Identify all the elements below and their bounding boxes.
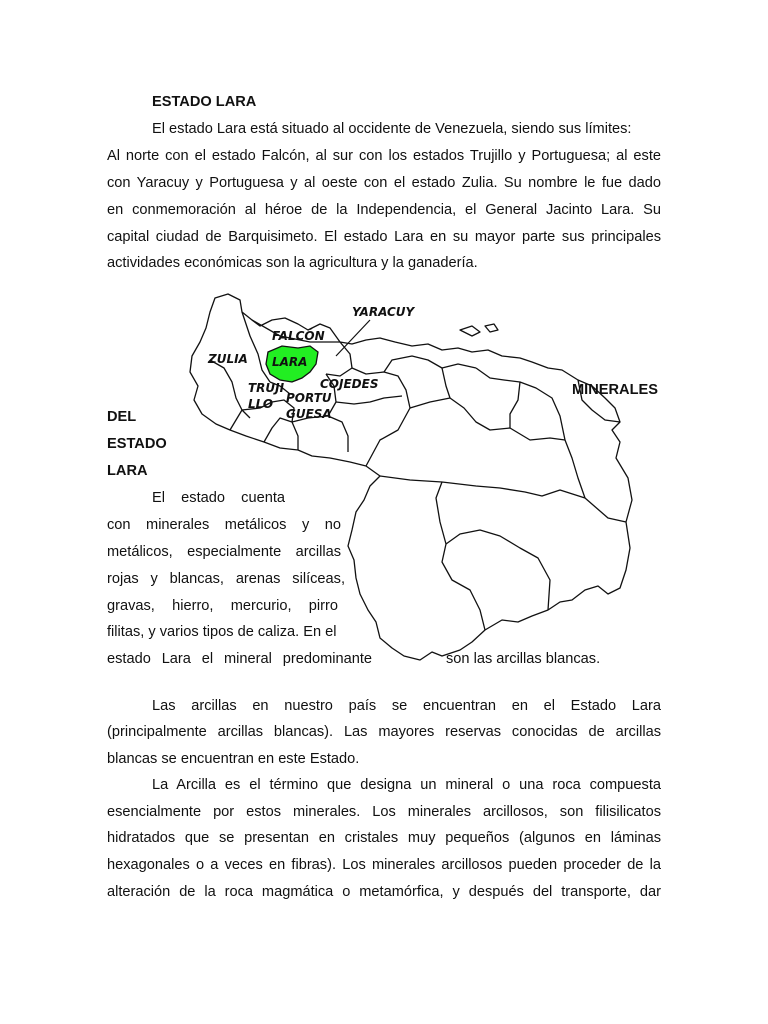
label-portuguesa-2: GUESA — [286, 407, 332, 421]
definition-line: La Arcilla es el término que designa un mineral o una roca compuesta — [152, 777, 661, 793]
label-falcon: FALCÓN — [272, 329, 325, 343]
state-border — [510, 382, 520, 428]
intro-line: Al norte con el estado Falcón, al sur con los estados Trujillo y Portuguesa; al este — [107, 148, 661, 164]
minerals-line: gravas, hierro, mercurio, pirro — [107, 598, 338, 614]
clay-line: (principalmente arcillas blancas). Las mayores reservas conocidas de arcillas — [107, 724, 661, 740]
label-trujillo-2: LLO — [248, 397, 274, 411]
intro-line: actividades económicas son la agricultura y la ganadería. — [107, 255, 478, 271]
minerals-line: son las arcillas blancas. — [446, 651, 601, 667]
state-border — [436, 482, 485, 630]
minerals-line: con minerales metálicos y no — [107, 517, 341, 533]
state-border — [446, 530, 550, 610]
intro-line: con Yaracuy y Portuguesa y al oeste con el estado Zulia. Su nombre le fue dado — [107, 175, 661, 191]
label-yaracuy: YARACUY — [352, 305, 415, 319]
definition-line: hexagonales o a veces en fibras). Los minerales arcillosos pueden proceder de la — [107, 857, 661, 873]
island — [485, 324, 498, 332]
state-border — [292, 416, 348, 452]
definition-line: hidratados que se presentan en cristales muy pequeños (algunos en láminas — [107, 830, 661, 846]
label-portuguesa-1: PORTU — [286, 391, 332, 405]
definition-line: esencialmente por estos minerales. Los minerales arcillosos, son filisilicatos — [107, 804, 661, 820]
state-border — [326, 342, 352, 376]
state-border — [264, 418, 298, 450]
label-lara: LARA — [272, 355, 308, 369]
state-border — [442, 368, 450, 398]
minerals-heading: MINERALES — [572, 382, 658, 398]
intro-line: capital ciudad de Barquisimeto. El estado Lara en su mayor parte sus principales — [107, 229, 661, 245]
intro-line: en conmemoración al héroe de la Independencia, el General Jacinto Lara. Su — [107, 202, 661, 218]
definition-line: alteración de la roca magmática o metamórfica, y después del transporte, dar — [107, 884, 661, 900]
minerals-heading: DEL — [107, 409, 137, 425]
intro-line: El estado Lara está situado al occidente de Venezuela, siendo sus límites: — [152, 121, 632, 137]
minerals-line: estado Lara el mineral predominante — [107, 651, 372, 667]
minerals-line: metálicos, especialmente arcillas — [107, 544, 341, 560]
state-border — [230, 410, 242, 430]
island — [460, 326, 480, 336]
clay-line: blancas se encuentran en este Estado. — [107, 751, 360, 767]
state-border — [384, 356, 476, 372]
state-border — [380, 476, 626, 522]
minerals-line: filitas, y varios tipos de caliza. En el — [107, 624, 337, 640]
minerals-line: rojas y blancas, arenas silíceas, — [107, 571, 345, 587]
state-border — [336, 396, 402, 404]
state-border — [410, 398, 565, 440]
minerals-heading: ESTADO — [107, 436, 167, 452]
minerals-heading: LARA — [107, 463, 148, 479]
label-cojedes: COJEDES — [320, 377, 379, 391]
yaracuy-pointer — [336, 320, 370, 356]
clay-line: Las arcillas en nuestro país se encuentran en el Estado Lara — [152, 698, 661, 714]
label-trujillo-1: TRUJI — [248, 381, 285, 395]
state-border — [565, 440, 585, 498]
doc-title: ESTADO LARA — [152, 94, 257, 110]
label-zulia: ZULIA — [208, 352, 248, 366]
minerals-line: El estado cuenta — [152, 490, 285, 506]
